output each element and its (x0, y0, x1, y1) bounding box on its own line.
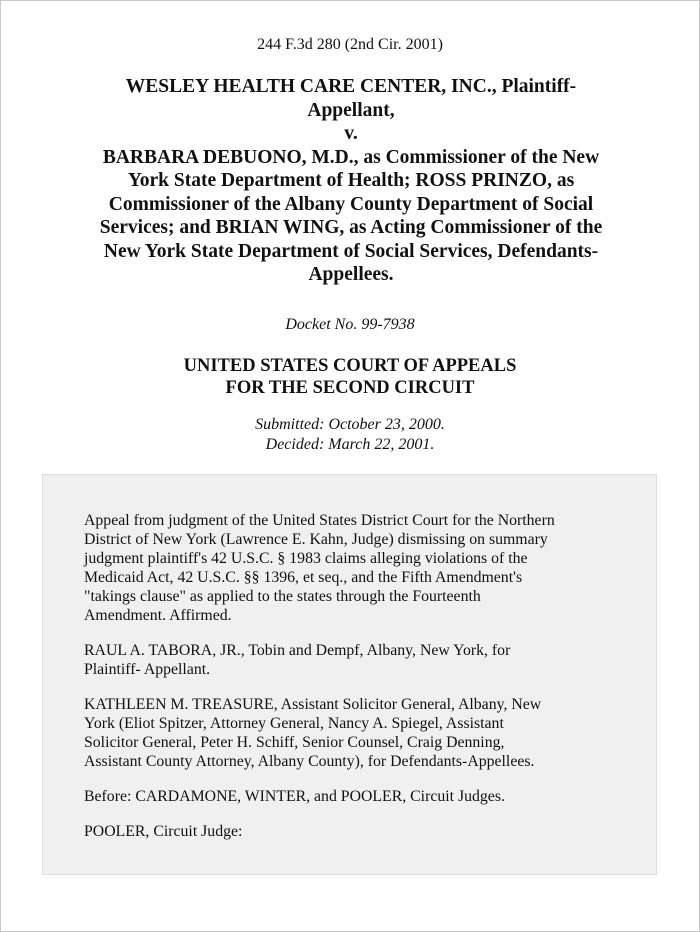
title-line: Services; and BRIAN WING, as Acting Commissioner of the (99, 217, 603, 238)
title-line: v. (344, 123, 358, 144)
court-line: UNITED STATES COURT OF APPEALS (183, 356, 517, 376)
text-line: Appeal from judgment of the United States District Court for the Northern (84, 512, 555, 529)
submitted-date: Submitted: October 23, 2000. (255, 416, 445, 433)
case-dates (1, 415, 699, 455)
case-summary-box (42, 474, 657, 875)
docket-number: Docket No. 99-7938 (285, 316, 415, 333)
title-line: WESLEY HEALTH CARE CENTER, INC., Plaintiff- (125, 76, 577, 97)
case-title (41, 75, 661, 287)
summary-text (84, 495, 644, 857)
text-line: York (Eliot Spitzer, Attorney General, Nancy A. Spiegel, Assistant (84, 715, 504, 732)
text-line: RAUL A. TABORA, JR., Tobin and Dempf, Albany, New York, for (84, 642, 511, 659)
text-line: District of New York (Lawrence E. Kahn, Judge) dismissing on summary (84, 531, 548, 548)
text-line: Solicitor General, Peter H. Schiff, Senior Counsel, Craig Denning, (84, 734, 505, 751)
title-line: Appellees. (308, 264, 394, 285)
text-line: Assistant County Attorney, Albany County), for Defendants-Appellees. (84, 753, 535, 770)
title-line: New York State Department of Social Services, Defendants- (103, 240, 599, 262)
text-line: Amendment. Affirmed. (84, 607, 232, 624)
title-line: Commissioner of the Albany County Department of Social (108, 193, 594, 215)
court-line: FOR THE SECOND CIRCUIT (225, 378, 475, 398)
opinion-author: POOLER, Circuit Judge: (84, 823, 243, 840)
text-line: KATHLEEN M. TREASURE, Assistant Solicitor General, Albany, New (84, 696, 542, 713)
panel-judges: Before: CARDAMONE, WINTER, and POOLER, Circuit Judges. (84, 788, 505, 805)
title-line: Appellant, (307, 99, 395, 121)
text-line: Medicaid Act, 42 U.S.C. §§ 1396, et seq., and the Fifth Amendment's (84, 569, 523, 586)
title-line: York State Department of Health; ROSS PRINZO, as (127, 170, 575, 191)
case-citation: 244 F.3d 280 (2nd Cir. 2001) (257, 36, 443, 53)
text-line: "takings clause" as applied to the states through the Fourteenth (84, 588, 481, 605)
text-line: Plaintiff- Appellant. (84, 661, 211, 678)
text-line: judgment plaintiff's 42 U.S.C. § 1983 claims alleging violations of the (84, 550, 528, 567)
court-name (1, 355, 699, 399)
decided-date: Decided: March 22, 2001. (265, 436, 435, 453)
title-line: BARBARA DEBUONO, M.D., as Commissioner of the New (102, 146, 600, 168)
